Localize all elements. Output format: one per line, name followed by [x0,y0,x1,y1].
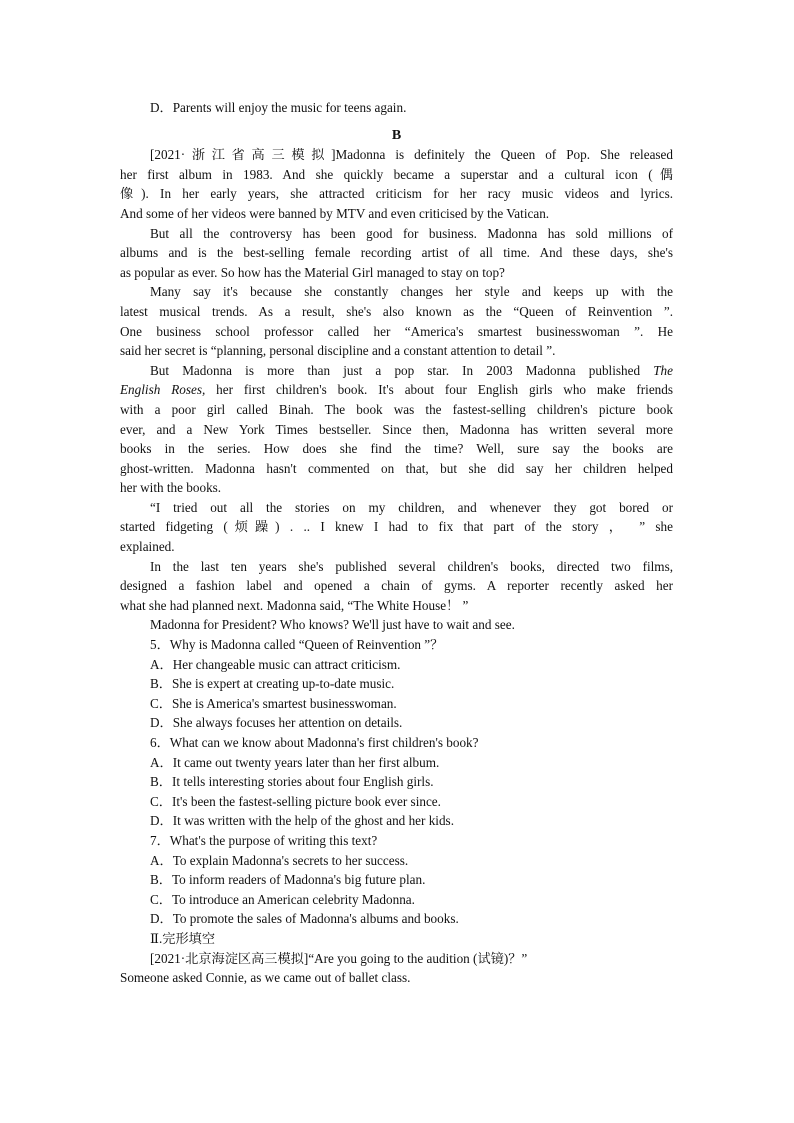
paragraph-line: explained. [120,539,175,555]
paragraph-line: latest musical trends. As a result, she's also known as the “Queen of Reinvention ”. [120,303,673,319]
answer-option: A．It came out twenty years later than her first album. [150,754,440,770]
paragraph-line: ever, and a New York Times bestseller. Since then, Madonna has written several more [120,421,673,437]
document-page [120,96,673,988]
book-title-text: The [653,362,673,378]
answer-option: A．To explain Madonna's secrets to her success. [150,852,409,868]
line-text: her first children's book. It's about four English girls who make friends [205,382,673,398]
section-b-questions [120,635,673,929]
answer-option: C．To introduce an American celebrity Madonna. [150,891,415,907]
passage-line: [2021·北京海淀区高三模拟]“Are you going to the audition (试镜)？” [150,950,528,966]
paragraph-line: “I tried out all the stories on my children, and whenever they got bored or [150,499,673,515]
question-item [120,635,673,733]
paragraph-line: [2021·浙江省高三模拟]Madonna is definitely the Queen of Pop. She released [150,147,673,163]
book-title-text: English Roses, [120,382,206,398]
question-stem: 7．What's the purpose of writing this text? [150,832,378,848]
answer-option: C．She is America's smartest businesswoman. [150,695,397,711]
paragraph-line: what she had planned next. Madonna said, “The White House！ ” [120,597,469,613]
paragraph [120,224,673,283]
paragraph [120,361,673,498]
paragraph [120,145,673,223]
section-ii-passage [120,949,673,988]
paragraph-line: designed a fashion label and opened a chain of gyms. A reporter recently asked her [120,578,673,594]
question-stem: 6．What can we know about Madonna's first children's book? [150,735,479,750]
answer-option: C．It's been the fastest-selling picture book ever since. [150,793,441,809]
question-stem: 5．Why is Madonna called “Queen of Reinvention ”？ [150,637,444,653]
paragraph [120,615,673,635]
paragraph-line [120,361,673,381]
question-item [120,831,673,929]
answer-option: D．She always focuses her attention on details. [150,715,403,731]
answer-option: D．To promote the sales of Madonna's albums and books. [150,911,459,927]
paragraph [120,557,673,616]
paragraph [120,498,673,557]
paragraph-line: started fidgeting (烦躁) . .. I knew I had to fix that part of the story ， ” she [120,519,673,535]
paragraph-line: Madonna for President? Who knows? We'll just have to wait and see. [150,617,515,633]
answer-option: A．Her changeable music can attract criticism. [150,656,401,672]
paragraph-line: ghost-written. Madonna hasn't commented on that, but she did say her children helped [120,460,673,476]
paragraph-line: books in the series. How does she find the time? Well, sure say the books are [120,441,673,457]
paragraph-line: as popular as ever. So how has the Material Girl managed to stay on top? [120,264,505,280]
paragraph-line: with a poor girl called Binah. The book was the fastest-selling children's picture book [120,401,673,417]
paragraph-line: her first album in 1983. And she quickly became a superstar and a cultural icon (偶 [120,166,673,182]
option-d-previous: D．Parents will enjoy the music for teens again. [150,100,407,115]
line-text: But Madonna is more than just a pop star. In 2003 Madonna published [150,362,654,378]
answer-option: B．She is expert at creating up-to-date music. [150,676,395,692]
passage-line: Someone asked Connie, as we came out of ballet class. [120,970,411,986]
paragraph [120,282,673,360]
section-ii-heading: Ⅱ.完形填空 [150,930,216,946]
paragraph-line: 像). In her early years, she attracted criticism for her racy music videos and lyrics. [120,186,673,202]
paragraph-line: albums and is the best-selling female recording artist of all time. And these days, she's [120,245,673,261]
paragraph-line: But all the controversy has been good for business. Madonna has sold millions of [150,225,673,241]
section-b-heading: B [391,127,402,143]
paragraph-line: In the last ten years she's published several children's books, directed two films, [150,558,673,574]
question-item [120,733,673,831]
section-b-passage [120,145,673,635]
answer-option: B．It tells interesting stories about four English girls. [150,774,434,790]
paragraph-line: And some of her videos were banned by MTV and even criticised by the Vatican. [120,205,550,221]
paragraph-line: said her secret is “planning, personal discipline and a constant attention to detail ”. [120,343,556,359]
answer-option: D．It was written with the help of the ghost and her kids. [150,813,454,829]
paragraph-line: One business school professor called her “America's smartest businesswoman ”. He [120,323,673,339]
paragraph-line: her with the books. [120,480,222,496]
paragraph-line [120,380,673,400]
answer-option: B．To inform readers of Madonna's big future plan. [150,872,426,888]
paragraph-line: Many say it's because she constantly changes her style and keeps up with the [150,284,673,300]
